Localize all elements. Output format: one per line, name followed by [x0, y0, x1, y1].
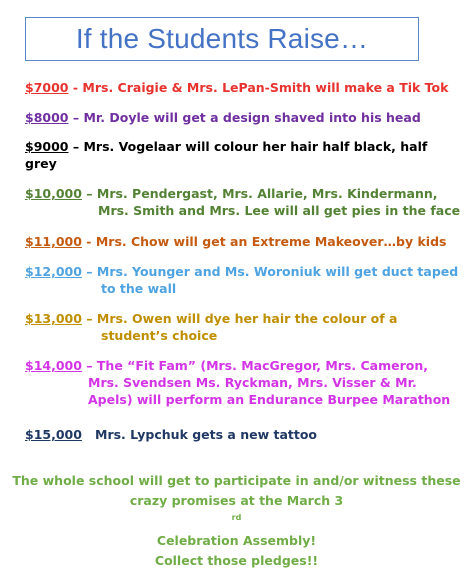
- pledge-item-13000: [25, 310, 465, 344]
- pledge-separator: –: [81, 358, 97, 373]
- pledge-text: Mrs. Pendergast, Mrs. Allarie, Mrs. Kindermann,: [96, 186, 438, 201]
- pledge-item-9000: [25, 138, 465, 172]
- pledge-text: Mr. Doyle will get a design shaved into his head: [83, 110, 421, 125]
- pledge-text: Mrs. Craigie & Mrs. LePan-Smith will make a Tik Tok: [82, 80, 449, 95]
- footer-line-1: The whole school will get to participate in and/or witness these: [12, 473, 461, 488]
- pledge-text: Mrs. Owen will dye her hair the colour of a: [96, 311, 398, 326]
- pledge-item-14000: [25, 357, 465, 408]
- pledge-separator: –: [81, 311, 97, 326]
- pledge-item-12000: [25, 263, 465, 297]
- footer-line-2-sup: rd: [231, 512, 242, 522]
- footer-line-2-text: crazy promises at the March 3: [129, 493, 344, 508]
- pledge-amount: $7000: [25, 80, 69, 95]
- pledge-item-7000: [25, 79, 465, 96]
- pledge-amount: $8000: [25, 110, 69, 125]
- page-title: If the Students Raise…: [75, 23, 369, 54]
- pledge-amount: $9000: [25, 139, 69, 154]
- pledge-separator: -: [68, 80, 83, 95]
- pledge-text: Mrs. Younger and Ms. Woroniuk will get duct taped: [96, 264, 459, 279]
- pledge-text-continued-2: Apels) will perform an Endurance Burpee Marathon: [88, 392, 451, 407]
- pledge-amount: $10,000: [25, 186, 82, 201]
- pledge-item-10000: [25, 185, 465, 219]
- pledge-amount: $13,000: [25, 311, 82, 326]
- pledge-text-continued: student’s choice: [101, 328, 218, 343]
- footer-message: [0, 471, 473, 571]
- pledge-separator: [82, 427, 95, 442]
- pledge-text-continued: to the wall: [101, 281, 177, 296]
- pledge-item-15000: [25, 426, 465, 443]
- pledge-separator: –: [68, 139, 84, 154]
- pledge-separator: –: [81, 264, 97, 279]
- pledge-text: Mrs. Lypchuk gets a new tattoo: [95, 427, 318, 442]
- pledge-amount: $15,000: [25, 427, 82, 442]
- pledge-amount: $12,000: [25, 264, 82, 279]
- pledge-item-11000: [25, 233, 465, 250]
- footer-line-3: Collect those pledges!!: [154, 553, 319, 568]
- pledge-amount: $14,000: [25, 358, 82, 373]
- pledge-text-continued: grey: [25, 156, 57, 171]
- pledge-text: Mrs. Vogelaar will colour her hair half black, half: [83, 139, 428, 154]
- pledge-text-continued: Mrs. Smith and Mrs. Lee will all get pies in the face: [98, 203, 461, 218]
- footer-line-2: [0, 491, 473, 551]
- pledge-amount: $11,000: [25, 234, 82, 249]
- pledge-text-continued: Mrs. Svendsen Ms. Ryckman, Mrs. Visser & Mr.: [88, 375, 417, 390]
- title-box: [25, 17, 419, 61]
- pledge-separator: -: [81, 234, 96, 249]
- footer-line-2-text-end: Celebration Assembly!: [156, 533, 317, 548]
- pledge-separator: –: [81, 186, 97, 201]
- pledge-separator: –: [68, 110, 84, 125]
- pledge-text: Mrs. Chow will get an Extreme Makeover…by kids: [95, 234, 447, 249]
- pledge-item-8000: [25, 109, 465, 126]
- pledge-text: The “Fit Fam” (Mrs. MacGregor, Mrs. Cameron,: [96, 358, 429, 373]
